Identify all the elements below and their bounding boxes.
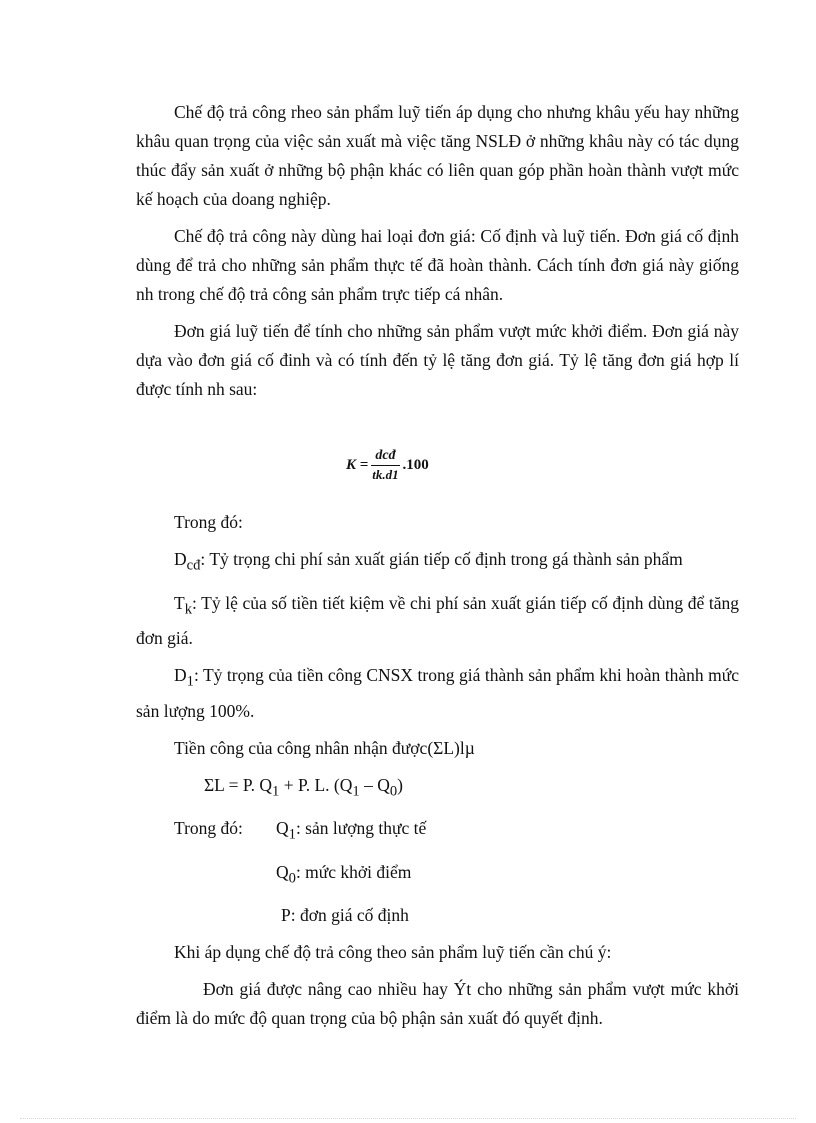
formula-tail: .100 bbox=[402, 457, 429, 473]
wage-line: Tiền công của công nhân nhận được(ΣL)lµ bbox=[174, 737, 475, 758]
paragraph-progressive-price: Đơn giá luỹ tiến để tính cho những sản phẩm vượt mức khởi điểm. Đơn giá này dựa vào đơn giá cố đinh và có tính đến tỷ lệ tăng đơn giá. Tỷ lệ tăng đơn giá hợp lí được tính nh sau: bbox=[136, 321, 739, 399]
formula-fraction bbox=[371, 448, 399, 483]
formula-denominator: tk.d1 bbox=[372, 467, 399, 482]
paragraph-two-unit-prices: Chế độ trả công này dùng hai loại đơn giá: Cố định và luỹ tiến. Đơn giá cố định dùng để trả cho những sản phẩm thực tế đã hoàn thành. Cách tính đơn giá này giống nh trong chế độ trả công sản phẩm trực tiếp cá nhân. bbox=[136, 226, 739, 304]
where-label-1: Trong đó: bbox=[174, 512, 243, 532]
formula-lhs: K = bbox=[346, 457, 369, 473]
k-formula bbox=[346, 448, 429, 483]
variable-p: P: đơn giá cố định bbox=[281, 905, 409, 925]
definition-d1: $D_1$: Tỷ trọng của tiền công CNSX trong giá thành sản phẩm khi hoàn thành mức sản lượng 100%. bbox=[136, 665, 739, 721]
note-line: Khi áp dụng chế độ trả công theo sản phẩm luỹ tiến cần chú ý: bbox=[174, 942, 612, 962]
definition-dcd: $D_{cđ}$: Tỷ trọng chi phí sản xuất gián tiếp cố định trong gá thành sản phẩm bbox=[174, 549, 683, 574]
page-bottom-border bbox=[20, 1118, 796, 1119]
variable-q0: $Q_0$: mức khởi điểm bbox=[276, 861, 412, 886]
final-paragraph: Đơn giá được nâng cao nhiều hay Ýt cho những sản phẩm vượt mức khởi điểm là do mức độ quan trọng của bộ phận sản xuất đó quyết định. bbox=[136, 979, 739, 1028]
wage-formula: ΣL = P. $Q_1 + P$. L. $(Q_1 - Q_0)$ bbox=[204, 774, 403, 799]
formula-spacer bbox=[136, 412, 739, 508]
where-row-q1 bbox=[174, 814, 739, 850]
definition-tk: $T_k$: Tỷ lệ của số tiền tiết kiệm về chi phí sản xuất gián tiếp cố định dùng để tăng đơn giá. bbox=[136, 592, 739, 648]
variable-q1: $Q_1$: sản lượng thực tế bbox=[276, 818, 427, 843]
paragraph-progressive-wage: Chế độ trả công rheo sản phẩm luỹ tiến áp dụng cho nhưng khâu yếu hay những khâu quan trọng của việc sản xuất mà việc tăng NSLĐ ở những khâu này có tác dụng thúc đẩy sản xuất ở những bộ phận khác có liên quan góp phần hoàn thành vượt mức kế hoạch của doang nghiệp. bbox=[136, 102, 739, 209]
document-body bbox=[136, 98, 739, 1041]
where-label-2: Trong đó: bbox=[174, 818, 243, 838]
formula-numerator: dcđ bbox=[371, 448, 399, 466]
